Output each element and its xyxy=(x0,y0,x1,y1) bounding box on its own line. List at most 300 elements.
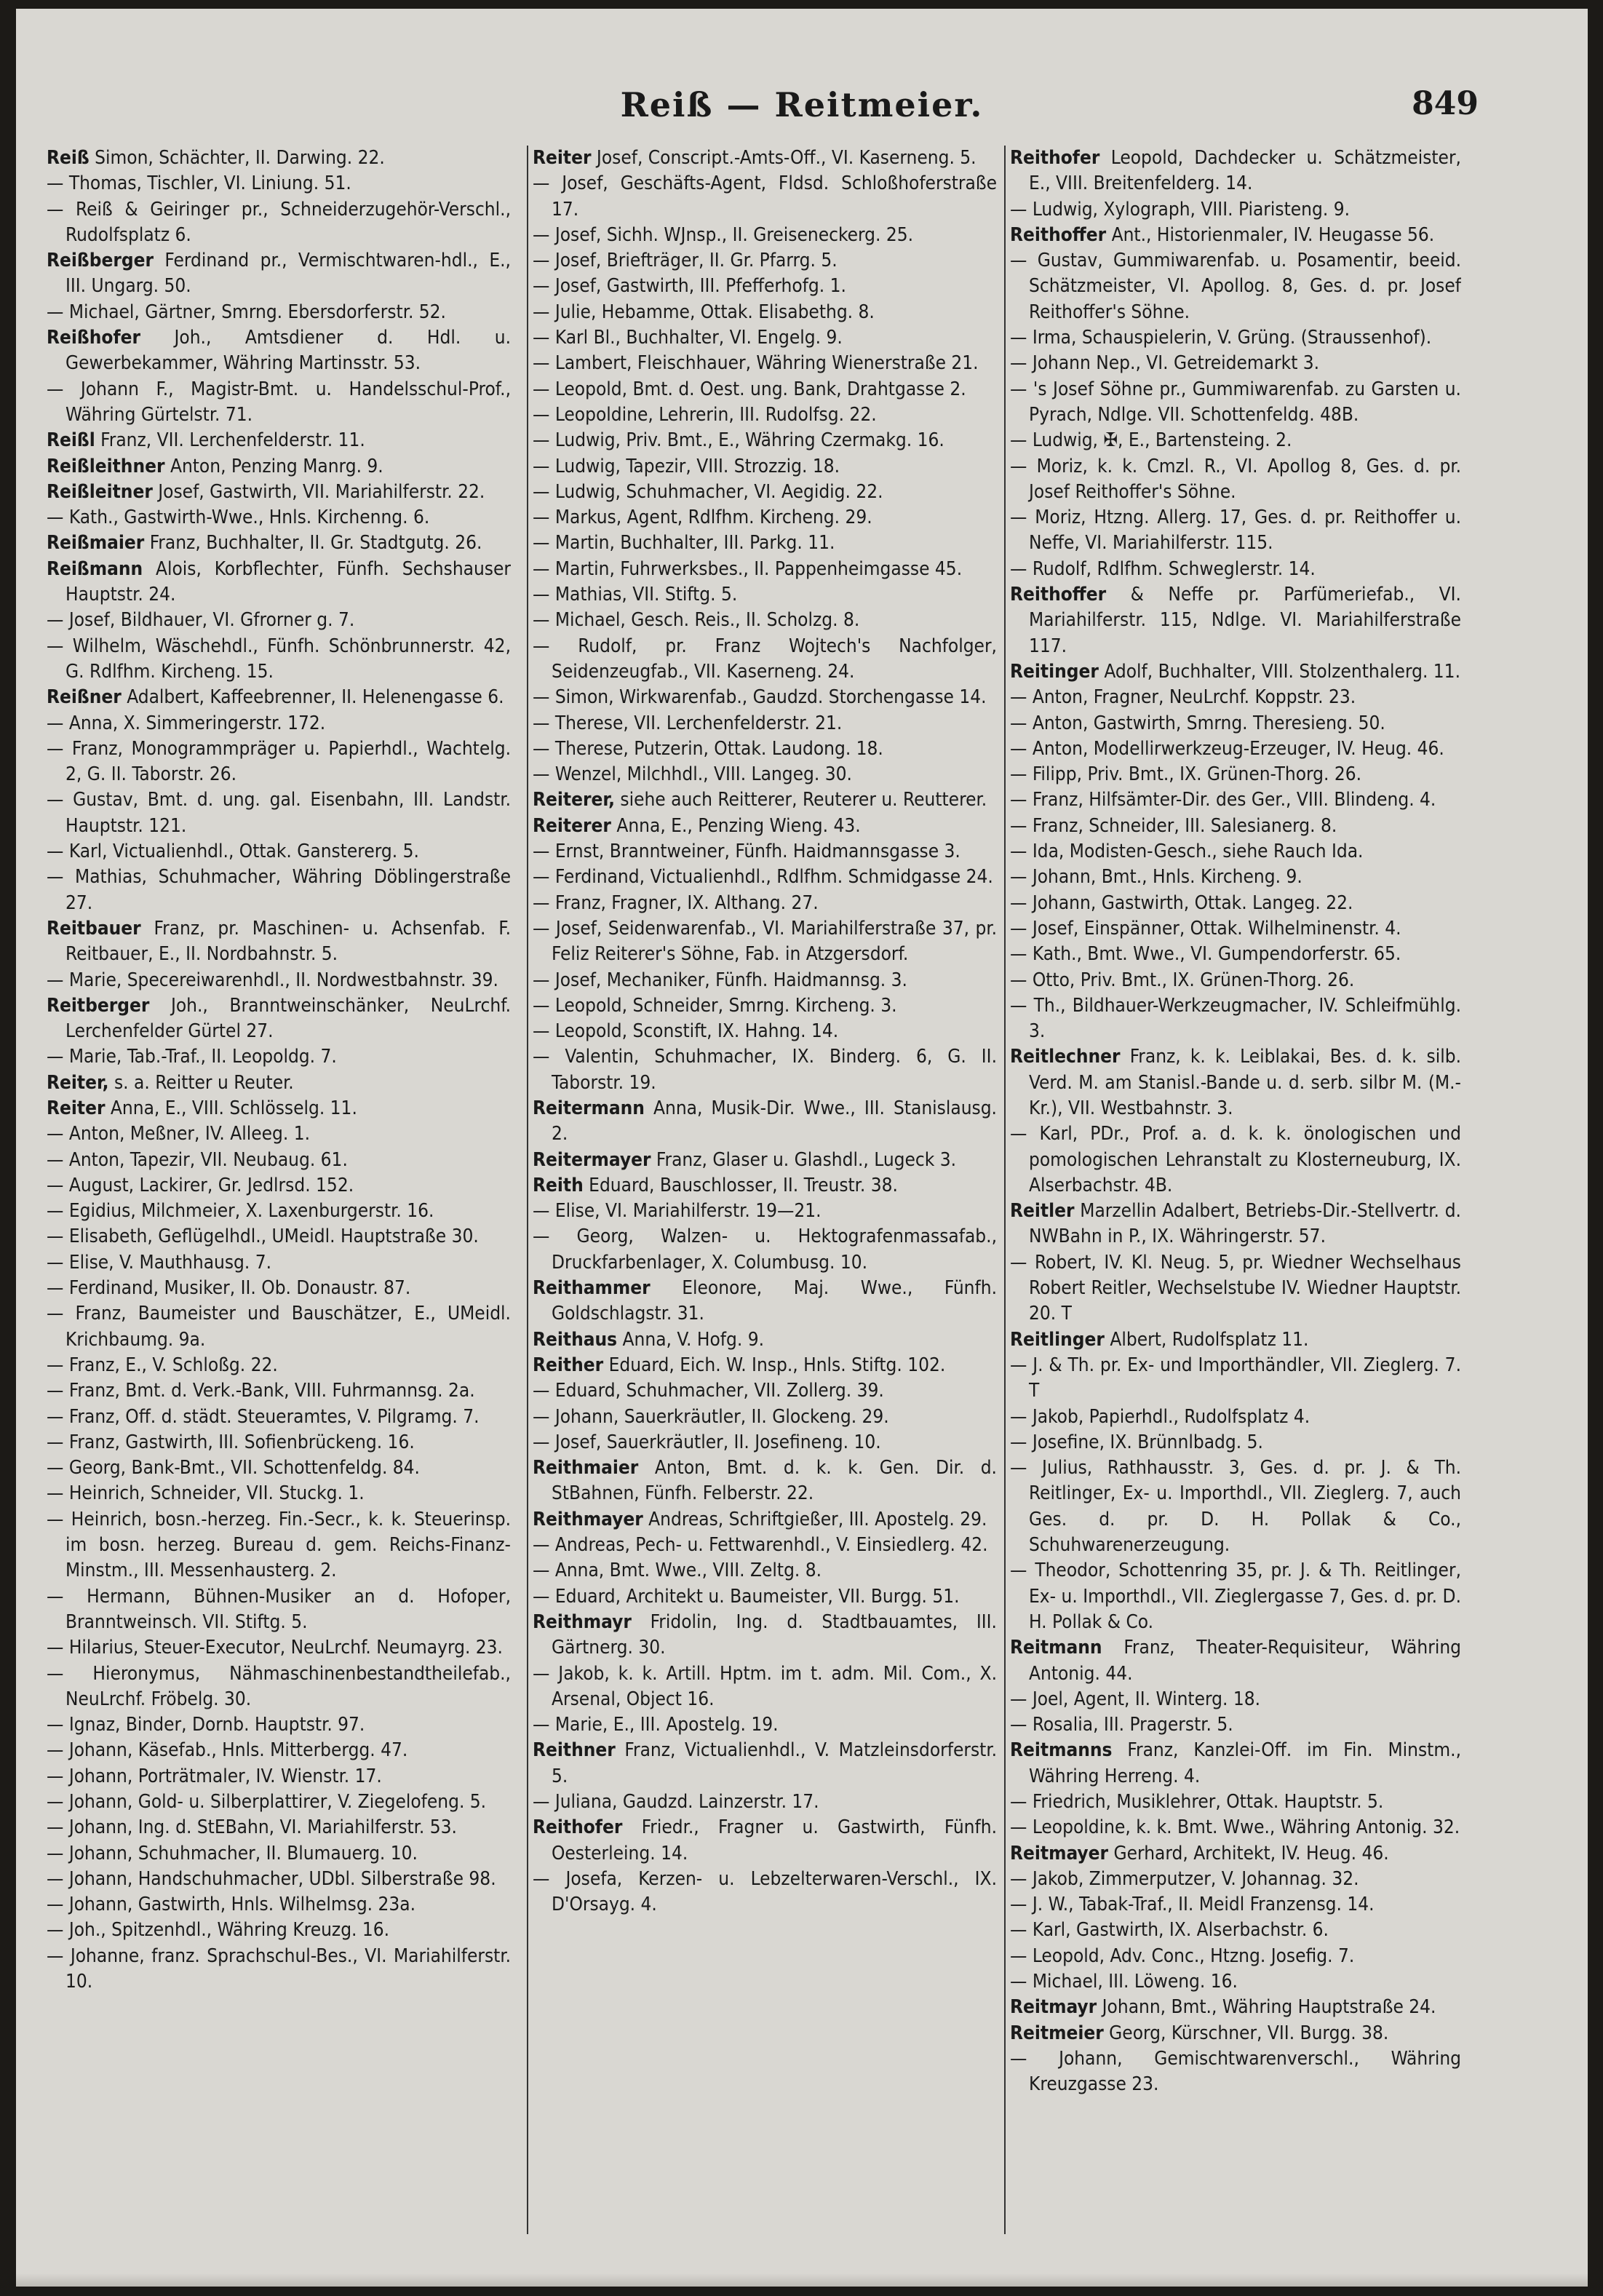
directory-entry xyxy=(47,916,511,968)
directory-entry xyxy=(1010,1687,1461,1712)
entry-headword: Reithofer xyxy=(533,1816,623,1839)
entry-text: — Josef, Gastwirth, III. Pfefferhofg. 1. xyxy=(533,275,846,298)
directory-entry xyxy=(1010,1815,1461,1840)
directory-entry xyxy=(47,454,511,480)
entry-text: — Anton, Modellirwerkzeug-Erzeuger, IV. Heug. 46. xyxy=(1010,737,1444,760)
entry-text: — Ludwig, Schuhmacher, VI. Aegidig. 22. xyxy=(533,480,883,503)
directory-entry xyxy=(1010,685,1461,710)
entry-text: — Simon, Wirkwarenfab., Gaudzd. Storchengasse 14. xyxy=(533,686,987,709)
entry-text: — Josef, Seidenwarenfab., VI. Mariahilferstraße 37, pr. Feliz Reiterer's Söhne, Fab. in Atzgersdorf. xyxy=(533,917,997,966)
entry-text: Josef, Conscript.-Amts-Off., VI. Kaserneng. 5. xyxy=(591,147,976,169)
entry-text: — Josef, Bildhauer, VI. Gfrorner g. 7. xyxy=(47,609,355,632)
directory-entry xyxy=(533,1019,997,1044)
directory-entry xyxy=(47,1841,511,1867)
directory-entry xyxy=(47,736,511,788)
directory-entry xyxy=(1010,2021,1461,2046)
directory-entry xyxy=(1010,814,1461,839)
directory-entry xyxy=(1010,582,1461,659)
directory-entry xyxy=(533,325,997,351)
directory-entry xyxy=(47,839,511,865)
directory-entry xyxy=(1010,146,1461,197)
entry-text: — Rudolf, Rdlfhm. Schweglerstr. 14. xyxy=(1010,557,1316,580)
directory-entry xyxy=(533,1096,997,1148)
directory-entry xyxy=(533,865,997,890)
entry-text: — Leopold, Bmt. d. Oest. ung. Bank, Drahtgasse 2. xyxy=(533,378,966,400)
directory-entry xyxy=(1010,1738,1461,1789)
directory-entry xyxy=(47,1044,511,1070)
entry-text: siehe auch Reitterer, Reuterer u. Reutterer. xyxy=(614,789,987,811)
entry-text: — Georg, Bank-Bmt., VII. Schottenfeldg. 84. xyxy=(47,1457,420,1479)
directory-entry xyxy=(533,711,997,736)
directory-entry xyxy=(533,608,997,633)
entry-text: — Reiß & Geiringer pr., Schneiderzugehör-Verschl., Rudolfsplatz 6. xyxy=(47,198,511,246)
entry-headword: Reithofer xyxy=(1010,147,1100,169)
directory-entry xyxy=(1010,891,1461,916)
entry-text: — Marie, Specereiwarenhdl., II. Nordwestbahnstr. 39. xyxy=(47,969,498,991)
directory-entry xyxy=(533,993,997,1019)
entry-text: — Andreas, Pech- u. Fettwarenhdl., V. Einsiedlerg. 42. xyxy=(533,1534,988,1557)
entry-text: — Martin, Fuhrwerksbes., II. Pappenheimgasse 45. xyxy=(533,557,963,580)
entry-headword: Reitmayer xyxy=(1010,1842,1109,1864)
entry-text: — Markus, Agent, Rdlfhm. Kircheng. 29. xyxy=(533,507,872,529)
directory-entry xyxy=(47,377,511,429)
directory-entry xyxy=(1010,428,1461,453)
entry-text: Ferdinand pr., Vermischtwaren-hdl., E., III. Ungarg. 50. xyxy=(65,250,511,298)
directory-entry xyxy=(1010,454,1461,506)
entry-text: Eduard, Bauschlosser, II. Treustr. 38. xyxy=(583,1174,898,1196)
entry-text: — Gustav, Bmt. d. ung. gal. Eisenbahn, III. Landstr. Hauptstr. 121. xyxy=(47,789,511,837)
entry-text: — Martin, Buchhalter, III. Parkg. 11. xyxy=(533,532,835,555)
directory-entry xyxy=(47,968,511,993)
entry-text: — Franz, Off. d. städt. Steueramtes, V. Pilgramg. 7. xyxy=(47,1405,480,1428)
entry-headword: Reithoffer xyxy=(1010,223,1107,246)
directory-entry xyxy=(47,1276,511,1301)
directory-entry xyxy=(47,1096,511,1121)
entry-headword: Reithmayr xyxy=(533,1610,632,1633)
entry-text: — Wenzel, Milchhdl., VIII. Langeg. 30. xyxy=(533,763,852,786)
entry-text: — Karl, Gastwirth, IX. Alserbachstr. 6. xyxy=(1010,1919,1329,1942)
entry-headword: Reitbauer xyxy=(47,917,141,940)
directory-entry xyxy=(47,1353,511,1378)
entry-text: — Josef, Mechaniker, Fünfh. Haidmannsg. 3. xyxy=(533,969,907,991)
directory-entry xyxy=(1010,1121,1461,1199)
entry-text: — Ludwig, Xylograph, VIII. Piaristeng. 9. xyxy=(1010,198,1351,221)
entry-text: Andreas, Schriftgießer, III. Apostelg. 29. xyxy=(643,1508,987,1530)
directory-entry xyxy=(47,787,511,839)
entry-text: — Theodor, Schottenring 35, pr. J. & Th. Reitlinger, Ex- u. Importhdl., VII. Zieglergasse 7, Ges. d. pr. D. H. Pollak & Co. xyxy=(1010,1560,1461,1633)
running-title: Reiß — Reitmeier. xyxy=(620,85,984,124)
entry-text: — Elisabeth, Geflügelhdl., UMeidl. Hauptstraße 30. xyxy=(47,1226,479,1248)
entry-headword: Reithmaier xyxy=(533,1457,639,1479)
directory-entry xyxy=(533,1430,997,1455)
directory-entry xyxy=(1010,1558,1461,1635)
directory-entry xyxy=(1010,2046,1461,2098)
directory-entry xyxy=(533,1712,997,1738)
directory-entry xyxy=(47,608,511,633)
entry-text: — Irma, Schauspielerin, V. Grüng. (Straussenhof). xyxy=(1010,327,1432,349)
directory-entry xyxy=(1010,865,1461,890)
entry-text: — Johann, Schuhmacher, II. Blumauerg. 10. xyxy=(47,1842,418,1864)
directory-entry xyxy=(533,787,997,813)
entry-text: Marzellin Adalbert, Betriebs-Dir.-Stellvertr. d. NWBahn in P., IX. Währingerstr. 57. xyxy=(1029,1200,1461,1248)
entry-headword: Reitmann xyxy=(1010,1637,1102,1659)
entry-text: s. a. Reitter u Reuter. xyxy=(108,1071,294,1094)
directory-entry xyxy=(533,1353,997,1378)
directory-entry xyxy=(47,1199,511,1224)
entry-text: — Karl Bl., Buchhalter, VI. Engelg. 9. xyxy=(533,327,843,349)
entry-headword: Reitmanns xyxy=(1010,1739,1113,1762)
directory-entry xyxy=(533,351,997,376)
directory-entry xyxy=(1010,1455,1461,1558)
entry-text: — Georg, Walzen- u. Hektografenmassafab., Druckfarbenlager, X. Columbusg. 10. xyxy=(533,1226,997,1274)
directory-entry xyxy=(47,1738,511,1763)
directory-entry xyxy=(1010,787,1461,813)
directory-entry xyxy=(533,1405,997,1430)
entry-headword: Reitinger xyxy=(1010,660,1099,683)
entry-headword: Reitlinger xyxy=(1010,1328,1105,1351)
directory-entry xyxy=(1010,1969,1461,1995)
directory-entry xyxy=(1010,377,1461,429)
directory-entry xyxy=(533,1661,997,1713)
directory-entry xyxy=(47,197,511,249)
entry-text: — Anna, X. Simmeringerstr. 172. xyxy=(47,712,326,734)
entry-headword: Reißleithner xyxy=(47,455,165,477)
entry-headword: Reißner xyxy=(47,686,122,709)
column-2 xyxy=(527,146,997,2234)
entry-text: Eleonore, Maj. Wwe., Fünfh. Goldschlagstr. 31. xyxy=(552,1277,997,1325)
directory-entry xyxy=(47,531,511,556)
entry-text: Friedr., Fragner u. Gastwirth, Fünfh. Oesterleing. 14. xyxy=(552,1816,997,1864)
entry-headword: Reißl xyxy=(47,429,95,452)
directory-entry xyxy=(47,325,511,377)
entry-text: — Ludwig, Tapezir, VIII. Strozzig. 18. xyxy=(533,455,840,477)
entry-headword: Reißmann xyxy=(47,557,143,580)
directory-entry xyxy=(1010,993,1461,1045)
entry-text: — Josef, Einspänner, Ottak. Wilhelminenstr. 4. xyxy=(1010,917,1401,940)
directory-entry xyxy=(47,1789,511,1815)
entry-text: — Mathias, VII. Stiftg. 5. xyxy=(533,584,738,606)
entry-text: Alois, Korbflechter, Fünfh. Sechshauser Hauptstr. 24. xyxy=(65,557,511,606)
entry-text: — Josef, Sichh. WJnsp., II. Greiseneckerg. 25. xyxy=(533,223,914,246)
entry-headword: Reitermayer xyxy=(533,1148,651,1171)
directory-entry xyxy=(533,1584,997,1610)
directory-entry xyxy=(533,1044,997,1096)
directory-entry xyxy=(533,1558,997,1584)
directory-entry xyxy=(533,736,997,762)
directory-entry xyxy=(1010,505,1461,557)
directory-entry xyxy=(533,839,997,865)
entry-text: — Josef, Geschäfts-Agent, Fldsd. Schloßhoferstraße 17. xyxy=(533,172,997,221)
entry-headword: Reiß xyxy=(47,147,90,169)
entry-text: — Franz, Gastwirth, III. Sofienbrückeng. 16. xyxy=(47,1431,415,1453)
directory-entry xyxy=(47,248,511,300)
entry-headword: Reitberger xyxy=(47,994,150,1017)
entry-text: — Franz, Schneider, III. Salesianerg. 8. xyxy=(1010,814,1337,837)
directory-entry xyxy=(47,993,511,1045)
directory-entry xyxy=(1010,711,1461,736)
entry-text: — Moriz, k. k. Cmzl. R., VI. Apollog 8, Ges. d. pr. Josef Reithoffer's Söhne. xyxy=(1010,455,1461,503)
entry-headword: Reitler xyxy=(1010,1200,1075,1223)
entry-text: — Leopold, Schneider, Smrng. Kircheng. 3. xyxy=(533,994,897,1017)
entry-text: Anna, Musik-Dir. Wwe., III. Stanislausg. 2. xyxy=(552,1097,997,1145)
entry-text: — Therese, Putzerin, Ottak. Laudong. 18. xyxy=(533,737,883,760)
entry-text: — Marie, Tab.-Traf., II. Leopoldg. 7. xyxy=(47,1046,337,1068)
entry-text: Franz, k. k. Leiblakai, Bes. d. k. silb. Verd. M. am Stanisl.-Bande u. d. serb. silbr M. (M.-Kr.), VII. Westbahnstr. 3. xyxy=(1029,1046,1461,1119)
entry-text: — Rosalia, III. Pragerstr. 5. xyxy=(1010,1714,1233,1736)
entry-text: — Ida, Modisten-Gesch., siehe Rauch Ida. xyxy=(1010,841,1364,863)
directory-entry xyxy=(533,1327,997,1353)
directory-entry xyxy=(1010,223,1461,248)
entry-text: Simon, Schächter, II. Darwing. 22. xyxy=(89,147,385,169)
directory-entry xyxy=(47,171,511,196)
entry-text: — Filipp, Priv. Bmt., IX. Grünen-Thorg. 26. xyxy=(1010,763,1362,786)
entry-headword: Reithoffer xyxy=(1010,584,1107,606)
entry-text: — Josef, Sauerkräutler, II. Josefineng. 10. xyxy=(533,1431,881,1453)
entry-text: — Johann, Handschuhmacher, UDbl. Silberstraße 98. xyxy=(47,1867,496,1890)
entry-text: — Eduard, Schuhmacher, VII. Zollerg. 39. xyxy=(533,1380,884,1402)
directory-entry xyxy=(1010,916,1461,942)
entry-headword: Reither xyxy=(533,1354,604,1376)
entry-text: — Heinrich, Schneider, VII. Stuckg. 1. xyxy=(47,1482,365,1505)
directory-entry xyxy=(47,1944,511,1995)
entry-text: & Neffe pr. Parfümeriefab., VI. Mariahilferstr. 115, Ndlge. VI. Mariahilferstraße 117. xyxy=(1029,584,1461,657)
entry-text: — Hermann, Bühnen-Musiker an d. Hofoper, Branntweinsch. VII. Stiftg. 5. xyxy=(47,1585,511,1633)
entry-headword: Reiter xyxy=(47,1097,106,1119)
columns-container xyxy=(47,146,1461,2234)
entry-text: — Eduard, Architekt u. Baumeister, VII. Burgg. 51. xyxy=(533,1585,960,1608)
entry-text: — Kath., Gastwirth-Wwe., Hnls. Kirchenng. 6. xyxy=(47,507,430,529)
entry-headword: Reiterer xyxy=(533,814,611,837)
directory-entry xyxy=(47,685,511,710)
entry-text: Franz, Kanzlei-Off. im Fin. Minstm., Währing Herreng. 4. xyxy=(1029,1739,1461,1787)
column-3 xyxy=(1004,146,1461,2234)
entry-text: — Valentin, Schuhmacher, IX. Binderg. 6, G. II. Taborstr. 19. xyxy=(533,1046,997,1094)
entry-text: Franz, pr. Maschinen- u. Achsenfab. F. Reitbauer, E., II. Nordbahnstr. 5. xyxy=(65,917,511,966)
directory-entry xyxy=(533,1276,997,1327)
entry-text: — Leopold, Sconstift, IX. Hahng. 14. xyxy=(533,1020,839,1043)
entry-text: Franz, Buchhalter, II. Gr. Stadtgutg. 26. xyxy=(144,532,482,555)
entry-text: — Franz, Hilfsämter-Dir. des Ger., VIII. Blindeng. 4. xyxy=(1010,789,1436,811)
directory-entry xyxy=(1010,1199,1461,1250)
entry-text: — Lambert, Fleischhauer, Währing Wienerstraße 21. xyxy=(533,352,979,375)
directory-entry xyxy=(1010,762,1461,787)
entry-text: — Julie, Hebamme, Ottak. Elisabethg. 8. xyxy=(533,301,875,323)
entry-text: — J. & Th. pr. Ex- und Importhändler, VII. Zieglerg. 7. T xyxy=(1010,1354,1461,1402)
directory-entry xyxy=(47,1481,511,1506)
directory-entry xyxy=(47,865,511,916)
directory-entry xyxy=(47,1712,511,1738)
entry-headword: Reißleitner xyxy=(47,480,153,503)
directory-entry xyxy=(533,454,997,480)
entry-text: — Jakob, Zimmerputzer, V. Johannag. 32. xyxy=(1010,1867,1359,1890)
directory-entry xyxy=(1010,1353,1461,1405)
entry-text: — Hieronymus, Nähmaschinenbestandtheilefab., NeuLrchf. Fröbelg. 30. xyxy=(47,1662,511,1710)
entry-headword: Reiterer, xyxy=(533,789,615,811)
entry-text: — Johann, Ing. d. StEBahn, VI. Mariahilferstr. 53. xyxy=(47,1816,457,1839)
entry-text: — Ludwig, Priv. Bmt., E., Währing Czermakg. 16. xyxy=(533,429,944,452)
directory-entry xyxy=(1010,1789,1461,1815)
entry-headword: Reitmayr xyxy=(1010,1996,1097,2019)
directory-entry xyxy=(533,300,997,325)
directory-entry xyxy=(1010,1430,1461,1455)
entry-text: — Hilarius, Steuer-Executor, NeuLrchf. Neumayrg. 23. xyxy=(47,1637,503,1659)
directory-entry xyxy=(533,223,997,248)
entry-text: — J. W., Tabak-Traf., II. Meidl Franzensg. 14. xyxy=(1010,1894,1375,1916)
directory-entry xyxy=(47,1892,511,1918)
entry-text: — Anna, Bmt. Wwe., VIII. Zeltg. 8. xyxy=(533,1560,822,1582)
directory-entry xyxy=(533,1789,997,1815)
entry-text: — Th., Bildhauer-Werkzeugmacher, IV. Schleifmühlg. 3. xyxy=(1010,994,1461,1043)
directory-entry xyxy=(533,582,997,608)
directory-entry xyxy=(533,1455,997,1507)
directory-entry xyxy=(533,1610,997,1661)
entry-headword: Reißmaier xyxy=(47,532,145,555)
entry-text: — Johann, Käsefab., Hnls. Mitterbergg. 47. xyxy=(47,1739,408,1762)
page-number: 849 xyxy=(1412,85,1479,122)
directory-entry xyxy=(533,480,997,505)
directory-entry xyxy=(47,1148,511,1173)
entry-text: — Heinrich, bosn.-herzeg. Fin.-Secr., k. k. Steuerinsp. im bosn. herzeg. Bureau d. gem. Reichs-Finanz-Minstm., III. Messenhausterg. 2. xyxy=(47,1508,511,1582)
entry-text: — Karl, PDr., Prof. a. d. k. k. önologischen und pomologischen Lehranstalt zu Klosterneuburg, IX. Alserbachstr. 4B. xyxy=(1010,1123,1461,1196)
directory-entry xyxy=(47,1301,511,1353)
directory-entry xyxy=(47,1405,511,1430)
directory-entry xyxy=(1010,248,1461,325)
directory-entry xyxy=(1010,557,1461,582)
entry-text: — Thomas, Tischler, VI. Liniung. 51. xyxy=(47,172,351,195)
entry-text: — Johann, Gastwirth, Ottak. Langeg. 22. xyxy=(1010,891,1353,914)
entry-headword: Reißberger xyxy=(47,250,154,272)
entry-text: — Joel, Agent, II. Winterg. 18. xyxy=(1010,1688,1261,1710)
entry-text: Johann, Bmt., Währing Hauptstraße 24. xyxy=(1097,1996,1436,2019)
entry-text: — Robert, IV. Kl. Neug. 5, pr. Wiedner Wechselhaus Robert Reitler, Wechselstube IV. Wiedner Hauptstr. 20. T xyxy=(1010,1251,1461,1325)
entry-text: — Joh., Spitzenhdl., Währing Kreuzg. 16. xyxy=(47,1919,390,1942)
entry-text: — Franz, E., V. Schloßg. 22. xyxy=(47,1354,278,1376)
directory-entry xyxy=(533,1173,997,1199)
entry-text: — Johann, Bmt., Hnls. Kircheng. 9. xyxy=(1010,866,1302,889)
directory-entry xyxy=(1010,1841,1461,1867)
entry-text: — Wilhelm, Wäschehdl., Fünfh. Schönbrunnerstr. 42, G. Rdlfhm. Kircheng. 15. xyxy=(47,635,511,683)
entry-text: Leopold, Dachdecker u. Schätzmeister, E., VIII. Breitenfelderg. 14. xyxy=(1029,147,1461,195)
entry-text: — Otto, Priv. Bmt., IX. Grünen-Thorg. 26. xyxy=(1010,969,1355,991)
entry-text: — Elise, VI. Mariahilferstr. 19—21. xyxy=(533,1200,822,1223)
directory-entry xyxy=(1010,839,1461,865)
directory-entry xyxy=(533,531,997,556)
directory-entry xyxy=(47,1430,511,1455)
entry-text: — Juliana, Gaudzd. Lainzerstr. 17. xyxy=(533,1791,819,1813)
directory-entry xyxy=(533,1507,997,1533)
directory-entry xyxy=(533,968,997,993)
entry-text: — Karl, Victualienhdl., Ottak. Ganstererg. 5. xyxy=(47,841,419,863)
directory-entry xyxy=(1010,1712,1461,1738)
directory-entry xyxy=(1010,1944,1461,1969)
directory-entry xyxy=(1010,1044,1461,1121)
entry-headword: Reitermann xyxy=(533,1097,645,1119)
entry-text: — Johann F., Magistr-Bmt. u. Handelsschul-Prof., Währing Gürtelstr. 71. xyxy=(47,378,511,426)
directory-entry xyxy=(47,1121,511,1147)
directory-entry xyxy=(47,480,511,505)
directory-entry xyxy=(533,557,997,582)
directory-entry xyxy=(1010,351,1461,376)
directory-entry xyxy=(47,1661,511,1713)
directory-entry xyxy=(47,1173,511,1199)
entry-text: — Marie, E., III. Apostelg. 19. xyxy=(533,1714,779,1736)
entry-headword: Reitmeier xyxy=(1010,2022,1104,2044)
entry-headword: Reith xyxy=(533,1174,584,1196)
entry-text: Anna, E., VIII. Schlösselg. 11. xyxy=(105,1097,357,1119)
directory-entry xyxy=(533,146,997,171)
directory-entry xyxy=(1010,1250,1461,1327)
directory-entry xyxy=(1010,1892,1461,1918)
directory-entry xyxy=(1010,1995,1461,2020)
directory-entry xyxy=(533,634,997,686)
entry-text: Gerhard, Architekt, IV. Heug. 46. xyxy=(1108,1842,1389,1864)
directory-entry xyxy=(47,1635,511,1661)
directory-entry xyxy=(47,1764,511,1789)
entry-text: Fridolin, Ing. d. Stadtbauamtes, III. Gärtnerg. 30. xyxy=(552,1610,997,1659)
directory-entry xyxy=(47,557,511,608)
directory-entry xyxy=(47,428,511,453)
directory-entry xyxy=(533,1815,997,1867)
directory-entry xyxy=(533,916,997,968)
entry-text: Adalbert, Kaffeebrenner, II. Helenengasse 6. xyxy=(121,686,504,709)
directory-entry xyxy=(533,685,997,710)
entry-text: — Leopoldine, Lehrerin, III. Rudolfsg. 22. xyxy=(533,403,877,426)
entry-text: Albert, Rudolfsplatz 11. xyxy=(1104,1328,1309,1351)
directory-entry xyxy=(1010,1327,1461,1353)
entry-text: — Anton, Fragner, NeuLrchf. Koppstr. 23. xyxy=(1010,686,1356,709)
directory-entry xyxy=(533,814,997,839)
directory-entry xyxy=(47,1918,511,1943)
entry-text: — Johann, Gastwirth, Hnls. Wilhelmsg. 23a. xyxy=(47,1894,416,1916)
entry-headword: Reithaus xyxy=(533,1328,618,1351)
entry-headword: Reithammer xyxy=(533,1277,651,1300)
directory-entry xyxy=(1010,968,1461,993)
entry-text: Georg, Kürschner, VII. Burgg. 38. xyxy=(1103,2022,1389,2044)
entry-text: — Leopold, Adv. Conc., Htzng. Josefig. 7. xyxy=(1010,1945,1355,1967)
entry-text: — Michael, Gesch. Reis., II. Scholzg. 8. xyxy=(533,609,860,632)
entry-text: — Therese, VII. Lerchenfelderstr. 21. xyxy=(533,712,843,734)
entry-text: — Mathias, Schuhmacher, Währing Döblingerstraße 27. xyxy=(47,866,511,914)
entry-text: — Egidius, Milchmeier, X. Laxenburgerstr. 16. xyxy=(47,1200,434,1223)
directory-entry xyxy=(47,300,511,325)
entry-text: — Moriz, Htzng. Allerg. 17, Ges. d. pr. Reithoffer u. Neffe, VI. Mariahilferstr. 115. xyxy=(1010,507,1461,555)
directory-entry xyxy=(1010,942,1461,967)
entry-text: — Johanne, franz. Sprachschul-Bes., VI. Mariahilferstr. 10. xyxy=(47,1945,511,1993)
entry-text: — Josefine, IX. Brünnlbadg. 5. xyxy=(1010,1431,1263,1453)
entry-text: — Kath., Bmt. Wwe., VI. Gumpendorferstr. 65. xyxy=(1010,943,1401,966)
entry-text: — Gustav, Gummiwarenfab. u. Posamentir, beeid. Schätzmeister, VI. Apollog. 8, Ges. d. pr. Josef Reithoffer's Söhne. xyxy=(1010,250,1461,323)
entry-text: Franz, Glaser u. Glashdl., Lugeck 3. xyxy=(651,1148,957,1171)
directory-entry xyxy=(1010,1635,1461,1687)
directory-entry xyxy=(47,1867,511,1892)
directory-entry xyxy=(533,762,997,787)
directory-entry xyxy=(533,1224,997,1276)
entry-headword: Reitlechner xyxy=(1010,1046,1121,1068)
entry-text: — Rudolf, pr. Franz Wojtech's Nachfolger, Seidenzeugfab., VII. Kaserneng. 24. xyxy=(533,635,997,683)
entry-text: — Jakob, k. k. Artill. Hptm. im t. adm. Mil. Com., X. Arsenal, Object 16. xyxy=(533,1662,997,1710)
directory-entry xyxy=(47,1070,511,1096)
entry-text: Franz, Victualienhdl., V. Matzleinsdorferstr. 5. xyxy=(552,1739,997,1787)
directory-entry xyxy=(1010,659,1461,685)
entry-text: — Johann Nep., VI. Getreidemarkt 3. xyxy=(1010,352,1320,375)
directory-entry xyxy=(1010,1867,1461,1892)
directory-entry xyxy=(47,1224,511,1250)
entry-text: — Franz, Fragner, IX. Althang. 27. xyxy=(533,891,819,914)
entry-text: — Anton, Meßner, IV. Alleeg. 1. xyxy=(47,1123,311,1145)
directory-entry xyxy=(47,1584,511,1636)
entry-text: — Johann, Gold- u. Silberplattirer, V. Ziegelofeng. 5. xyxy=(47,1791,487,1813)
entry-text: Anna, V. Hofg. 9. xyxy=(617,1328,765,1351)
